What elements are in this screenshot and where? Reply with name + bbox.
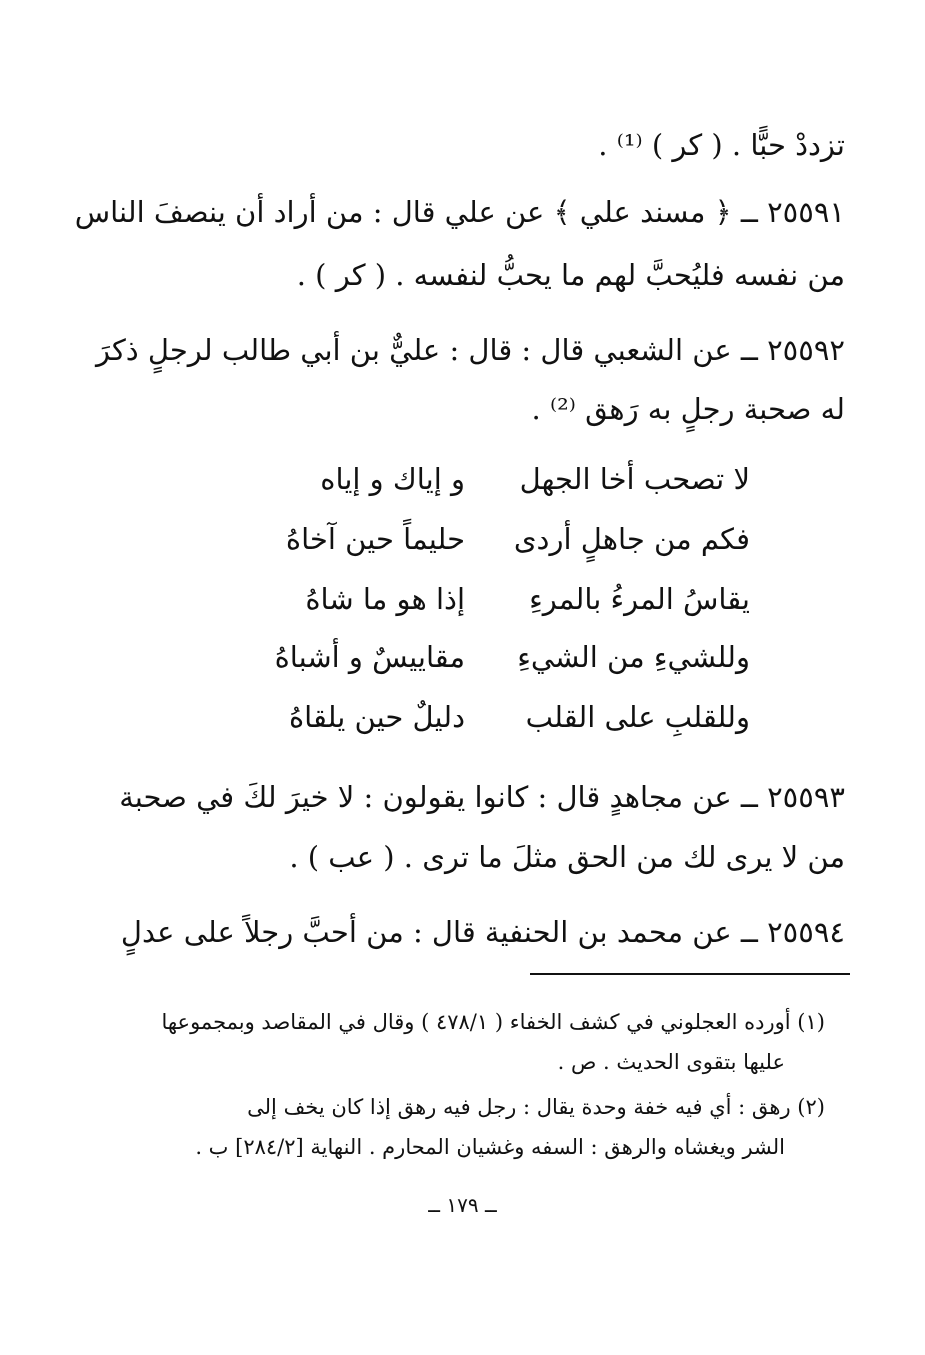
hadith-25593-line-2: من لا يرى لك من الحق مثلَ ما ترى . ( عب ) . bbox=[289, 840, 845, 874]
hadith-25591-line-2: من نفسه فليُحبَّ لهم ما يحبُّ لنفسه . ( كر ) . bbox=[296, 258, 845, 292]
page-number: ــ ١٧٩ ــ bbox=[428, 1193, 497, 1217]
hadith-25592-line-1: ٢٥٥٩٢ ــ عن الشعبي قال : قال : عليٌّ بن أبي طالب لرجلٍ ذكرَ bbox=[95, 333, 845, 367]
hadith-25593-line-1: ٢٥٥٩٣ ــ عن مجاهدٍ قال : كانوا يقولون : لا خيرَ لكَ في صحبة bbox=[119, 780, 845, 814]
footnote-2-line-2: الشر ويغشاه والرهق : السفه وغشيان المحارم . النهاية [٢٨٤/٢] ب . bbox=[195, 1135, 785, 1159]
poem-verse-3-first-half: يقاسُ المرءُ بالمرءِ bbox=[529, 582, 750, 616]
poem-verse-3-second-half: إذا هو ما شاهُ bbox=[305, 582, 465, 616]
hadith-25594-line-1: ٢٥٥٩٤ ــ عن محمد بن الحنفية قال : من أحبَّ رجلاً على عدلٍ bbox=[120, 915, 845, 949]
footnote-2-line-1: (٢) رهق : أي فيه خفة وحدة يقال : رجل فيه رهق إذا كان يخف إلى bbox=[247, 1095, 825, 1119]
poem-verse-2-second-half: حليماً حين آخاهُ bbox=[285, 522, 465, 556]
hadith-25591-line-1: ٢٥٥٩١ ــ ﴿ مسند علي ﴾ عن علي قال : من أراد أن ينصفَ الناس bbox=[74, 195, 845, 229]
poem-verse-5-second-half: دليلٌ حين يلقاهُ bbox=[288, 700, 465, 734]
poem-verse-2-first-half: فكم من جاهلٍ أردى bbox=[513, 522, 750, 556]
footnote-1-line-2: عليها بتقوى الحديث . ص . bbox=[557, 1050, 785, 1074]
footnote-separator bbox=[530, 973, 850, 975]
footnote-1-line-1: (١) أورده العجلوني في كشف الخفاء ( ٤٧٨/١ ) وقال في المقاصد وبمجموعها bbox=[161, 1010, 825, 1034]
poem-verse-5-first-half: وللقلبِ على القلب bbox=[525, 700, 750, 734]
text-line: تزددْ حبًّا . ( كر ) ⁽¹⁾ . bbox=[598, 128, 845, 162]
hadith-25592-line-2: له صحبة رجلٍ به رَهق ⁽²⁾ . bbox=[531, 392, 845, 426]
poem-verse-1-first-half: لا تصحب أخا الجهل bbox=[519, 462, 750, 496]
poem-verse-4-second-half: مقاييسٌ و أشباهُ bbox=[274, 640, 465, 674]
poem-verse-1-second-half: و إياك و إياه bbox=[320, 462, 465, 496]
poem-verse-4-first-half: وللشيءِ من الشيءِ bbox=[517, 640, 750, 674]
